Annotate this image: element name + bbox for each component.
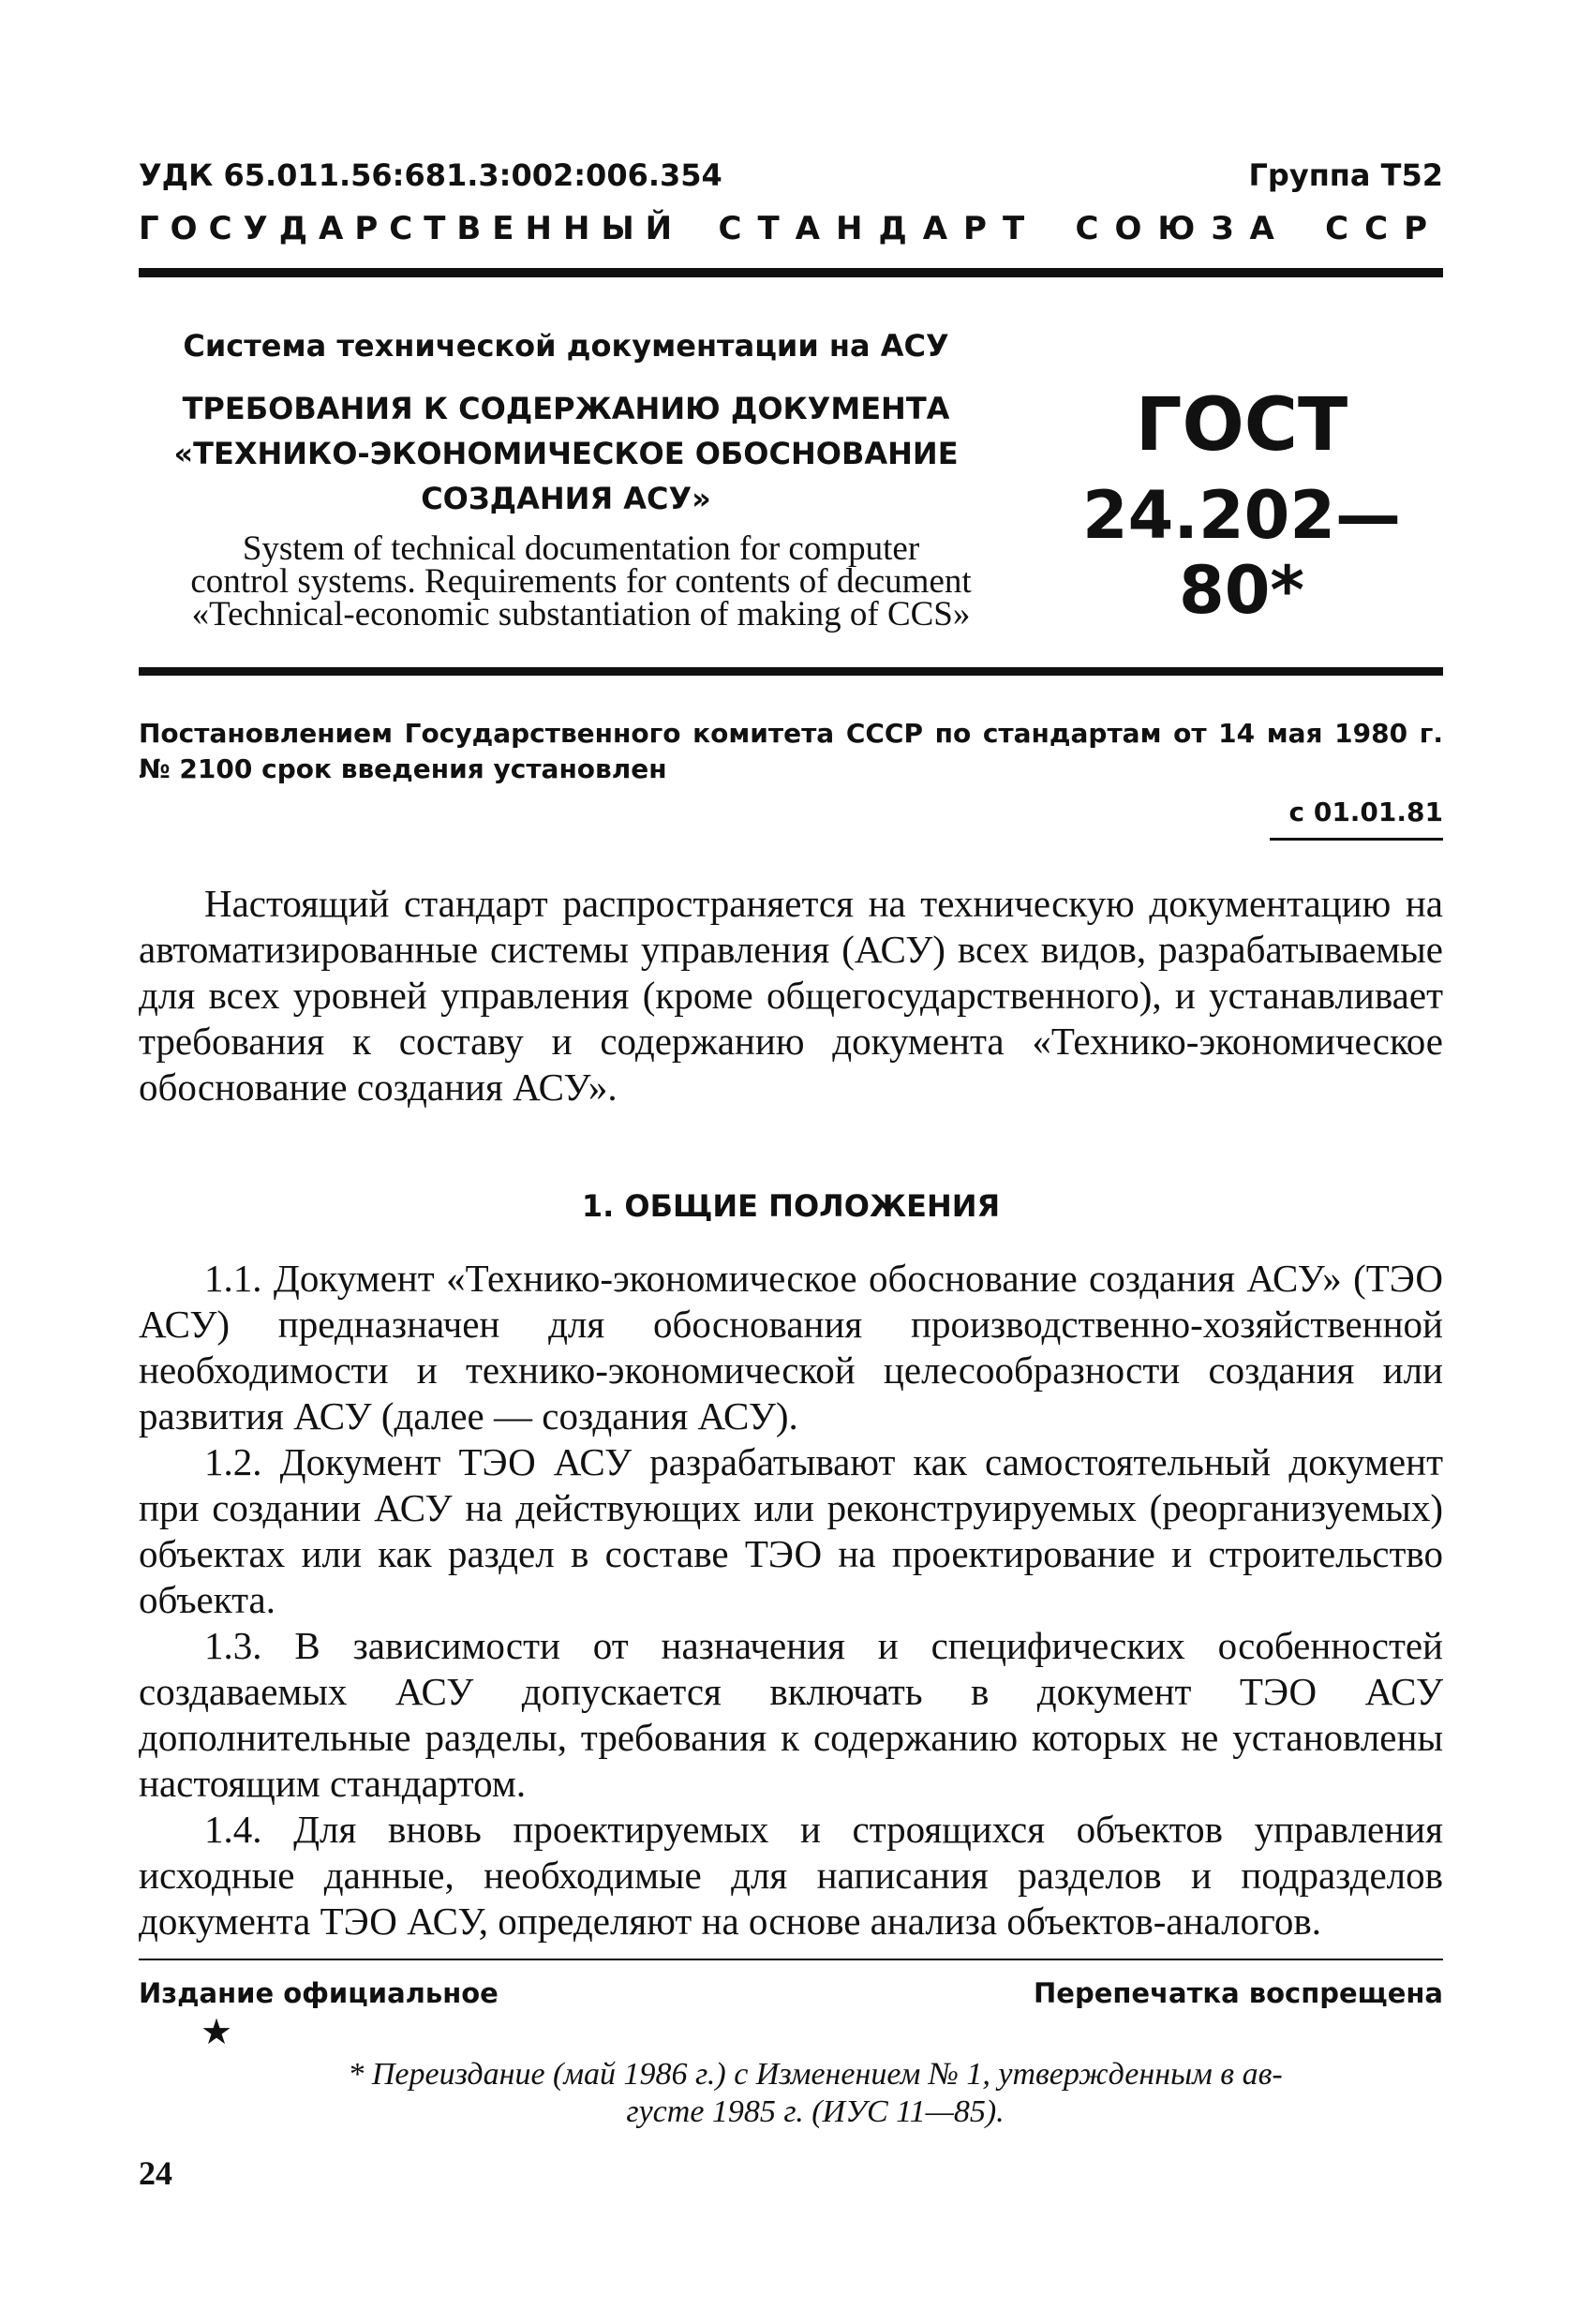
state-standard-word: СТАНДАРТ [718, 210, 1041, 247]
section-paragraph: 1.2. Документ ТЭО АСУ разрабатывают как самостоятельный документ при создании АСУ на действующих или реконструируемых (реорганизуемых) объектах или как раздел в составе ТЭО на проектирование и строительство объекта. [139, 1440, 1443, 1621]
group-code: Группа Т52 [1248, 157, 1443, 193]
footer-rule [139, 1959, 1443, 1960]
requirements-title-line: «ТЕХНИКО-ЭКОНОМИЧЕСКОЕ ОБОСНОВАНИЕ [173, 436, 959, 471]
state-standard-word: ГОСУДАРСТВЕННЫЙ [139, 210, 684, 247]
english-title [131, 529, 1031, 633]
requirements-title-line: ТРЕБОВАНИЯ К СОДЕРЖАНИЮ ДОКУМЕНТА [182, 391, 950, 426]
state-standard-word: ССР [1325, 210, 1443, 247]
footnote [187, 2056, 1443, 2131]
english-title-line: control systems. Requirements for contents of decument [190, 562, 972, 601]
system-title: Система технической документации на АСУ [183, 328, 949, 364]
intro-section [139, 881, 1443, 1110]
english-title-line: System of technical documentation for computer [242, 529, 920, 568]
section-paragraph: 1.4. Для вновь проектируемых и строящихся объектов управления исходные данные, необходимые для написания разделов и подразделов документа ТЭО АСУ, определяют на основе анализа объектов-аналогов. [139, 1808, 1443, 1943]
star-icon: ★ [201, 2013, 233, 2052]
english-title-line: «Technical-economic substantiation of making of CCS» [191, 595, 971, 633]
page-number: 24 [139, 2154, 172, 2192]
header-rule [139, 268, 1443, 277]
section-title: 1. ОБЩИЕ ПОЛОЖЕНИЯ [581, 1188, 1001, 1224]
requirements-title-line: СОЗДАНИЯ АСУ» [421, 481, 711, 516]
decree-text: Постановлением Государственного комитета СССР по стандартам от 14 мая 1980 г. № 2100 срок введения установлен [139, 718, 1443, 784]
introduction-date: с 01.01.81 [1288, 797, 1443, 827]
gost-label: ГОСТ [1135, 383, 1348, 468]
footnote-line: * Переиздание (май 1986 г.) с Изменением № 1, утвержденным в ав- [348, 2057, 1283, 2092]
requirements-title [139, 386, 993, 521]
official-edition-label: Издание официальное [139, 1977, 499, 2009]
section-paragraph: 1.1. Документ «Технико-экономическое обоснование создания АСУ» (ТЭО АСУ) предназначен для обоснования производственно-хозяйственной необходимости и технико-экономической целесообразности создания или развития АСУ (далее — создания АСУ). [139, 1257, 1443, 1438]
state-standard-heading [139, 210, 1443, 247]
state-standard-word: СОЮЗА [1075, 210, 1290, 247]
date-underline [1270, 838, 1443, 841]
footnote-line: густе 1985 г. (ИУС 11—85). [626, 2094, 1005, 2129]
udk-code: УДК 65.011.56:681.3:002:006.354 [139, 157, 722, 193]
gost-number: 24.202—80* [1081, 477, 1402, 629]
section-paragraph: 1.3. В зависимости от назначения и специфических особенностей создаваемых АСУ допускается включать в документ ТЭО АСУ дополнительные разделы, требования к содержанию которых не установлены настоящим стандартом. [139, 1624, 1443, 1805]
title-rule [139, 667, 1443, 676]
reprint-prohibited-label: Перепечатка воспрещена [1034, 1977, 1443, 2009]
section-body [139, 1256, 1443, 1944]
intro-paragraph: Настоящий стандарт распространяется на техническую документацию на автоматизированные системы управления (АСУ) всех видов, разрабатываемые для всех уровней управления (кроме общегосударственного), и устанавливает требования к составу и содержанию документа «Технико-экономическое обоснование создания АСУ». [139, 882, 1443, 1109]
